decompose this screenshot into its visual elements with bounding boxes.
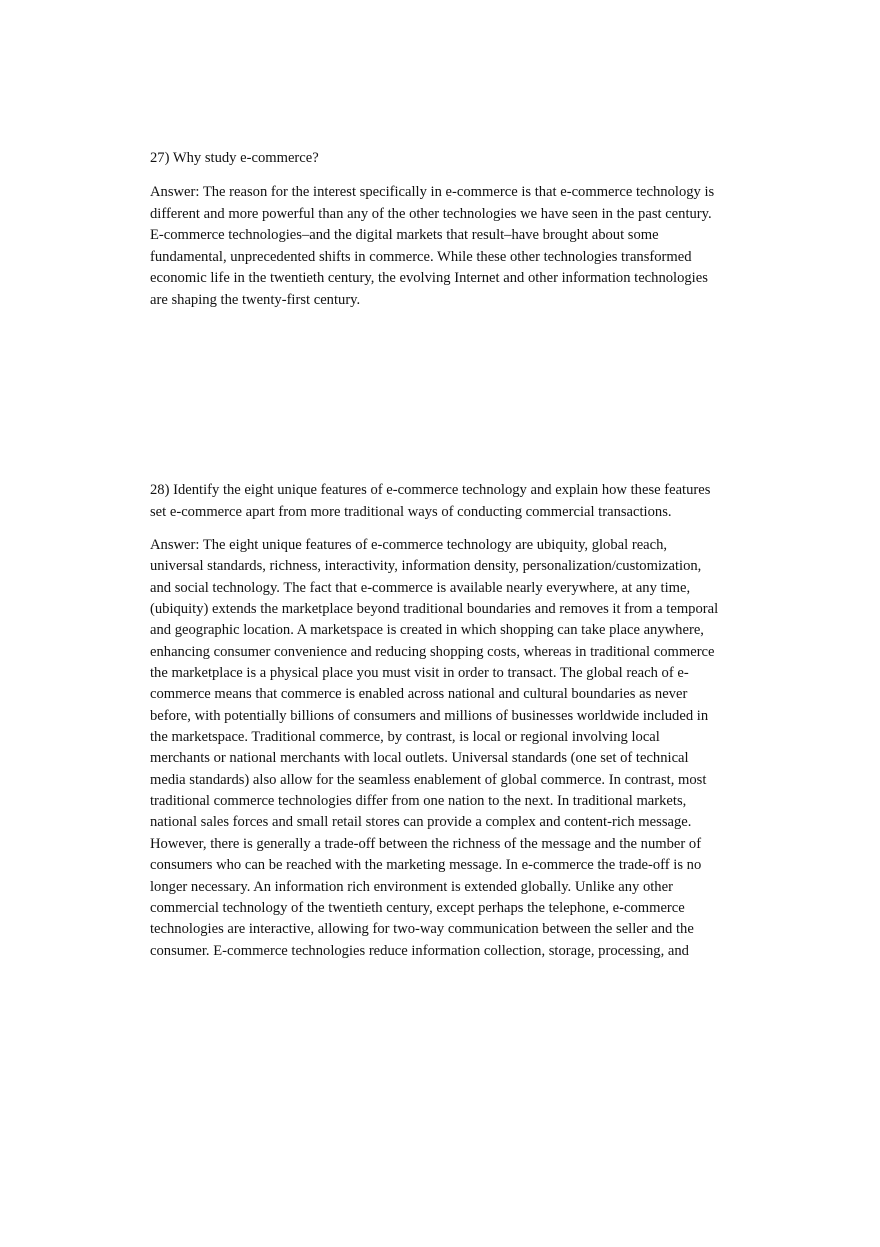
answer-28-line: merchants or national merchants with local outlets. Universal standards (one set of technical <box>150 750 689 767</box>
answer-27-line: fundamental, unprecedented shifts in commerce. While these other technologies transformed <box>150 248 692 265</box>
answer-28-line: and geographic location. A marketspace is created in which shopping can take place anywhere, <box>150 622 704 639</box>
answer-28-line: (ubiquity) extends the marketplace beyond traditional boundaries and removes it from a temporal <box>150 601 719 618</box>
answer-28-line: consumer. E-commerce technologies reduce information collection, storage, processing, and <box>150 942 689 959</box>
answer-28-line: the marketspace. Traditional commerce, by contrast, is local or regional involving local <box>150 729 660 746</box>
answer-27-line: different and more powerful than any of the other technologies we have seen in the past century. <box>150 205 712 222</box>
answer-28-line: commerce means that commerce is enabled across national and cultural boundaries as never <box>150 686 688 703</box>
answer-28-line: enhancing consumer convenience and reducing shopping costs, whereas in traditional commerce <box>150 643 715 660</box>
answer-28-line: and social technology. The fact that e-commerce is available nearly everywhere, at any time, <box>150 579 691 596</box>
answer-28-line: universal standards, richness, interactivity, information density, personalization/customization, <box>150 558 702 575</box>
question-28-line: 28) Identify the eight unique features of e-commerce technology and explain how these features <box>150 482 711 498</box>
answer-28-line: traditional commerce technologies differ from one nation to the next. In traditional markets, <box>150 793 687 810</box>
question-27 <box>150 148 740 170</box>
question-28-line: set e-commerce apart from more traditional ways of conducting commercial transactions. <box>150 503 672 520</box>
answer-28-line: media standards) also allow for the seamless enablement of global commerce. In contrast, most <box>150 771 707 788</box>
answer-27 <box>150 182 740 312</box>
answer-28-line: before, with potentially billions of consumers and millions of businesses worldwide included in <box>150 707 709 724</box>
answer-28-line: However, there is generally a trade-off between the richness of the message and the number of <box>150 835 702 852</box>
answer-28-line: longer necessary. An information rich environment is extended globally. Unlike any other <box>150 878 673 895</box>
answer-28-line: the marketplace is a physical place you must visit in order to transact. The global reach of e- <box>150 665 689 682</box>
answer-28-line: Answer: The eight unique features of e-commerce technology are ubiquity, global reach, <box>150 537 668 553</box>
answer-28-line: national sales forces and small retail stores can provide a complex and content-rich message. <box>150 814 692 831</box>
answer-28-line: consumers who can be reached with the marketing message. In e-commerce the trade-off is no <box>150 857 702 874</box>
answer-28-line: commercial technology of the twentieth century, except perhaps the telephone, e-commerce <box>150 899 685 916</box>
answer-28 <box>150 535 740 962</box>
question-28 <box>150 480 740 523</box>
question-27-text: 27) Why study e-commerce? <box>150 150 319 166</box>
answer-28-line: technologies are interactive, allowing for two-way communication between the seller and the <box>150 921 694 938</box>
answer-27-line: are shaping the twenty-first century. <box>150 291 361 308</box>
answer-27-line: Answer: The reason for the interest specifically in e-commerce is that e-commerce technology is <box>150 184 715 200</box>
answer-27-line: E-commerce technologies–and the digital markets that result–have brought about some <box>150 227 659 244</box>
answer-27-line: economic life in the twentieth century, the evolving Internet and other information technologies <box>150 270 708 287</box>
